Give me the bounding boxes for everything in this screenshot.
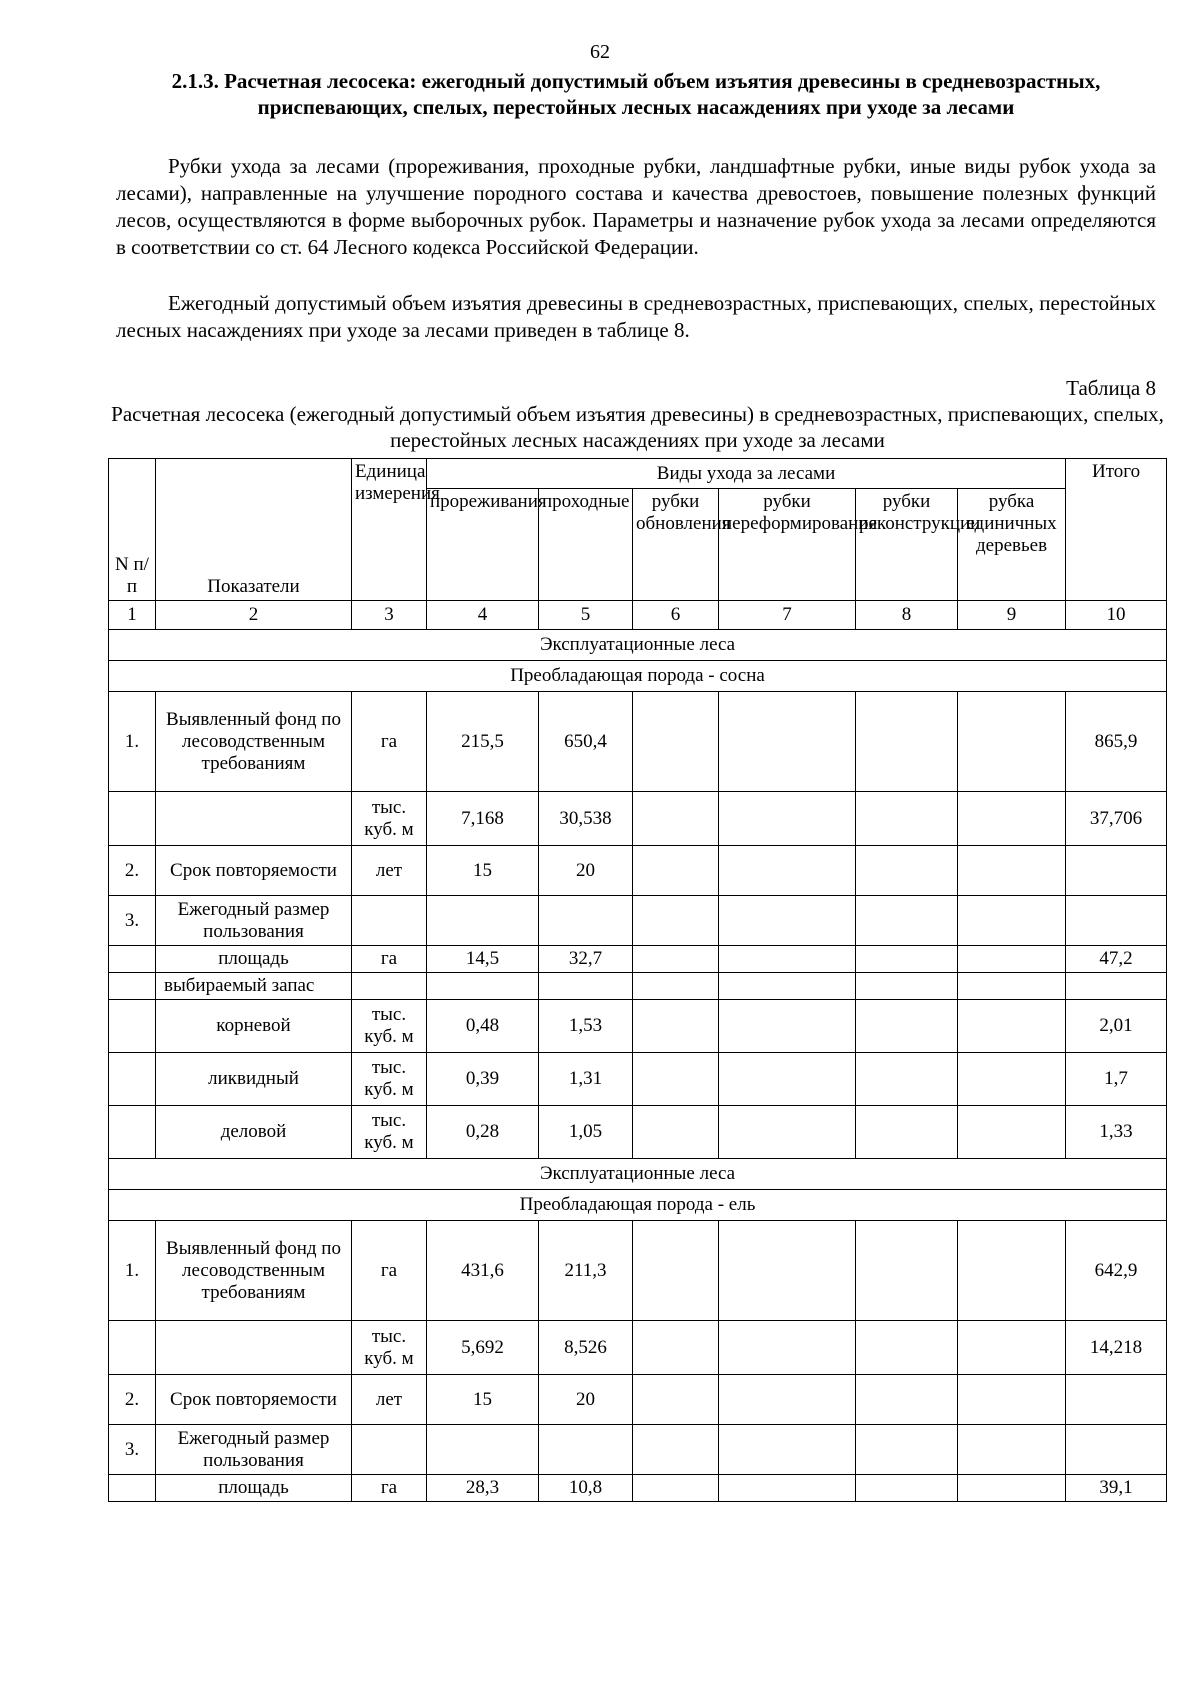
table-row	[109, 792, 1167, 846]
header-type-renewal: рубки обновления	[633, 489, 719, 601]
table-row	[109, 1221, 1167, 1321]
value-single-trees	[958, 1053, 1066, 1106]
row-indicator: ликвидный	[156, 1053, 352, 1106]
value-passing: 650,4	[539, 692, 633, 792]
value-renewal	[633, 973, 719, 1000]
header-indicator: Показатели	[156, 459, 352, 601]
data-table	[108, 458, 1167, 1502]
page-number: 62	[590, 41, 610, 63]
value-reformation	[719, 1425, 856, 1475]
header-type-thinning: прореживания	[427, 489, 539, 601]
header-types-group: Виды ухода за лесами	[427, 459, 1066, 489]
column-number: 4	[427, 601, 539, 630]
value-reconstruction	[856, 1221, 958, 1321]
value-thinning	[427, 1425, 539, 1475]
value-thinning: 15	[427, 1375, 539, 1425]
row-unit: лет	[352, 846, 427, 896]
category-label: Эксплуатационные леса	[109, 1159, 1167, 1190]
row-unit: лет	[352, 1375, 427, 1425]
value-single-trees	[958, 1106, 1066, 1159]
table-row	[109, 946, 1167, 973]
row-unit: тыс. куб. м	[352, 1000, 427, 1053]
value-passing: 8,526	[539, 1321, 633, 1375]
value-single-trees	[958, 1221, 1066, 1321]
row-total	[1066, 846, 1167, 896]
row-num	[109, 1321, 156, 1375]
value-reformation	[719, 946, 856, 973]
value-thinning: 28,3	[427, 1475, 539, 1502]
table-row	[109, 1375, 1167, 1425]
table-row	[109, 1106, 1167, 1159]
row-total	[1066, 896, 1167, 946]
row-num	[109, 946, 156, 973]
value-single-trees	[958, 1425, 1066, 1475]
value-passing: 20	[539, 1375, 633, 1425]
value-thinning: 15	[427, 846, 539, 896]
value-reconstruction	[856, 1053, 958, 1106]
value-reformation	[719, 1475, 856, 1502]
value-passing	[539, 896, 633, 946]
value-reformation	[719, 1000, 856, 1053]
row-indicator: Выявленный фонд по лесоводственным требованиям	[156, 1221, 352, 1321]
row-indicator: выбираемый запас	[156, 973, 352, 1000]
row-num	[109, 1475, 156, 1502]
value-reconstruction	[856, 1425, 958, 1475]
value-reformation	[719, 846, 856, 896]
value-passing	[539, 973, 633, 1000]
value-reformation	[719, 973, 856, 1000]
row-unit: га	[352, 1221, 427, 1321]
value-reconstruction	[856, 692, 958, 792]
paragraph-1: Рубки ухода за лесами (прореживания, проходные рубки, ландшафтные рубки, иные виды рубок ухода за лесами), направленные на улучшение породного состава и качества древостоев, повышение полезных функций лесов, осуществляются в форме выборочных рубок. Параметры и назначение рубок ухода за лесами определяются в соответствии со ст. 64 Лесного кодекса Российской Федерации.	[116, 154, 1156, 259]
value-thinning: 0,28	[427, 1106, 539, 1159]
value-reformation	[719, 896, 856, 946]
table-row	[109, 1321, 1167, 1375]
value-thinning: 0,48	[427, 1000, 539, 1053]
value-renewal	[633, 946, 719, 973]
column-number: 1	[109, 601, 156, 630]
value-single-trees	[958, 946, 1066, 973]
header-unit: Единица измерения	[352, 459, 427, 601]
value-reconstruction	[856, 792, 958, 846]
value-renewal	[633, 1000, 719, 1053]
row-indicator: деловой	[156, 1106, 352, 1159]
row-unit: га	[352, 946, 427, 973]
row-total: 37,706	[1066, 792, 1167, 846]
value-renewal	[633, 846, 719, 896]
value-reformation	[719, 1375, 856, 1425]
row-unit: тыс. куб. м	[352, 1053, 427, 1106]
row-num: 1.	[109, 1221, 156, 1321]
column-number: 10	[1066, 601, 1167, 630]
value-reconstruction	[856, 846, 958, 896]
column-number-row	[109, 601, 1167, 630]
value-reconstruction	[856, 1321, 958, 1375]
table-row	[109, 1475, 1167, 1502]
value-renewal	[633, 1475, 719, 1502]
value-renewal	[633, 1106, 719, 1159]
value-reformation	[719, 1053, 856, 1106]
value-passing: 20	[539, 846, 633, 896]
value-single-trees	[958, 692, 1066, 792]
header-num: N п/п	[109, 459, 156, 601]
table-row	[109, 1000, 1167, 1053]
value-single-trees	[958, 896, 1066, 946]
table-row	[109, 1425, 1167, 1475]
row-total: 39,1	[1066, 1475, 1167, 1502]
row-num: 2.	[109, 1375, 156, 1425]
row-indicator: Выявленный фонд по лесоводственным требованиям	[156, 692, 352, 792]
table-row	[109, 692, 1167, 792]
value-single-trees	[958, 846, 1066, 896]
value-thinning: 5,692	[427, 1321, 539, 1375]
species-label: Преобладающая порода - ель	[109, 1190, 1167, 1221]
row-num	[109, 792, 156, 846]
row-unit	[352, 973, 427, 1000]
row-num: 3.	[109, 1425, 156, 1475]
category-row	[109, 1159, 1167, 1190]
row-num	[109, 1053, 156, 1106]
row-indicator: площадь	[156, 946, 352, 973]
row-total: 1,33	[1066, 1106, 1167, 1159]
table-number: Таблица 8	[1066, 376, 1156, 400]
paragraph-2: Ежегодный допустимый объем изъятия древесины в средневозрастных, приспевающих, спелых, перестойных лесных насаждениях при уходе за лесами приведен в таблице 8.	[116, 291, 1156, 342]
value-thinning	[427, 896, 539, 946]
row-total: 2,01	[1066, 1000, 1167, 1053]
header-type-reformation: рубки переформирования	[719, 489, 856, 601]
column-number: 9	[958, 601, 1066, 630]
value-renewal	[633, 692, 719, 792]
row-indicator: Срок повторяемости	[156, 846, 352, 896]
value-single-trees	[958, 1321, 1066, 1375]
value-reformation	[719, 1106, 856, 1159]
row-indicator: площадь	[156, 1475, 352, 1502]
row-unit: га	[352, 692, 427, 792]
value-renewal	[633, 1053, 719, 1106]
header-total: Итого	[1066, 459, 1167, 601]
row-num: 3.	[109, 896, 156, 946]
value-passing: 30,538	[539, 792, 633, 846]
row-total: 865,9	[1066, 692, 1167, 792]
value-thinning: 14,5	[427, 946, 539, 973]
value-passing: 1,53	[539, 1000, 633, 1053]
value-reformation	[719, 692, 856, 792]
species-row	[109, 1190, 1167, 1221]
row-total	[1066, 973, 1167, 1000]
column-number: 8	[856, 601, 958, 630]
table-row	[109, 896, 1167, 946]
value-thinning	[427, 973, 539, 1000]
value-reconstruction	[856, 946, 958, 973]
row-total: 14,218	[1066, 1321, 1167, 1375]
value-single-trees	[958, 973, 1066, 1000]
row-indicator: корневой	[156, 1000, 352, 1053]
row-unit: га	[352, 1475, 427, 1502]
column-number: 3	[352, 601, 427, 630]
column-number: 7	[719, 601, 856, 630]
row-num	[109, 973, 156, 1000]
row-unit	[352, 896, 427, 946]
value-thinning: 215,5	[427, 692, 539, 792]
value-reformation	[719, 1221, 856, 1321]
value-reconstruction	[856, 1475, 958, 1502]
value-renewal	[633, 1375, 719, 1425]
row-total	[1066, 1375, 1167, 1425]
row-num	[109, 1106, 156, 1159]
value-single-trees	[958, 1375, 1066, 1425]
value-single-trees	[958, 1000, 1066, 1053]
species-row	[109, 661, 1167, 692]
section-title: 2.1.3. Расчетная лесосека: ежегодный допустимый объем изъятия древесины в средневозрастных, приспевающих, спелых, перестойных лесных насаждениях при уходе за лесами	[171, 69, 1101, 119]
category-row	[109, 630, 1167, 661]
value-passing: 32,7	[539, 946, 633, 973]
value-reconstruction	[856, 1000, 958, 1053]
row-unit: тыс. куб. м	[352, 792, 427, 846]
table-row	[109, 973, 1167, 1000]
value-renewal	[633, 1321, 719, 1375]
row-indicator	[156, 1321, 352, 1375]
row-num: 2.	[109, 846, 156, 896]
species-label: Преобладающая порода - сосна	[109, 661, 1167, 692]
value-reconstruction	[856, 896, 958, 946]
column-number: 2	[156, 601, 352, 630]
table-row	[109, 1053, 1167, 1106]
value-passing: 1,05	[539, 1106, 633, 1159]
row-total: 642,9	[1066, 1221, 1167, 1321]
row-num: 1.	[109, 692, 156, 792]
value-single-trees	[958, 792, 1066, 846]
column-number: 6	[633, 601, 719, 630]
value-passing	[539, 1425, 633, 1475]
row-unit	[352, 1425, 427, 1475]
value-renewal	[633, 792, 719, 846]
value-passing: 211,3	[539, 1221, 633, 1321]
table-caption: Расчетная лесосека (ежегодный допустимый объем изъятия древесины) в средневозрастных, приспевающих, спелых, перестойных лесных насаждениях при уходе за лесами	[111, 402, 1164, 452]
value-single-trees	[958, 1475, 1066, 1502]
row-total: 1,7	[1066, 1053, 1167, 1106]
row-indicator: Срок повторяемости	[156, 1375, 352, 1425]
category-label: Эксплуатационные леса	[109, 630, 1167, 661]
value-passing: 1,31	[539, 1053, 633, 1106]
row-indicator	[156, 792, 352, 846]
value-renewal	[633, 1425, 719, 1475]
row-indicator: Ежегодный размер пользования	[156, 1425, 352, 1475]
row-total: 47,2	[1066, 946, 1167, 973]
header-type-single-trees: рубка единичных деревьев	[958, 489, 1066, 601]
header-type-passing: проходные	[539, 489, 633, 601]
value-reconstruction	[856, 1106, 958, 1159]
row-indicator: Ежегодный размер пользования	[156, 896, 352, 946]
value-renewal	[633, 1221, 719, 1321]
table-row	[109, 846, 1167, 896]
value-passing: 10,8	[539, 1475, 633, 1502]
row-total	[1066, 1425, 1167, 1475]
value-thinning: 0,39	[427, 1053, 539, 1106]
row-unit: тыс. куб. м	[352, 1321, 427, 1375]
value-reconstruction	[856, 1375, 958, 1425]
value-thinning: 7,168	[427, 792, 539, 846]
value-reformation	[719, 792, 856, 846]
row-unit: тыс. куб. м	[352, 1106, 427, 1159]
column-number: 5	[539, 601, 633, 630]
value-renewal	[633, 896, 719, 946]
header-type-reconstruction: рубки реконструкции	[856, 489, 958, 601]
value-reconstruction	[856, 973, 958, 1000]
row-num	[109, 1000, 156, 1053]
value-thinning: 431,6	[427, 1221, 539, 1321]
value-reformation	[719, 1321, 856, 1375]
